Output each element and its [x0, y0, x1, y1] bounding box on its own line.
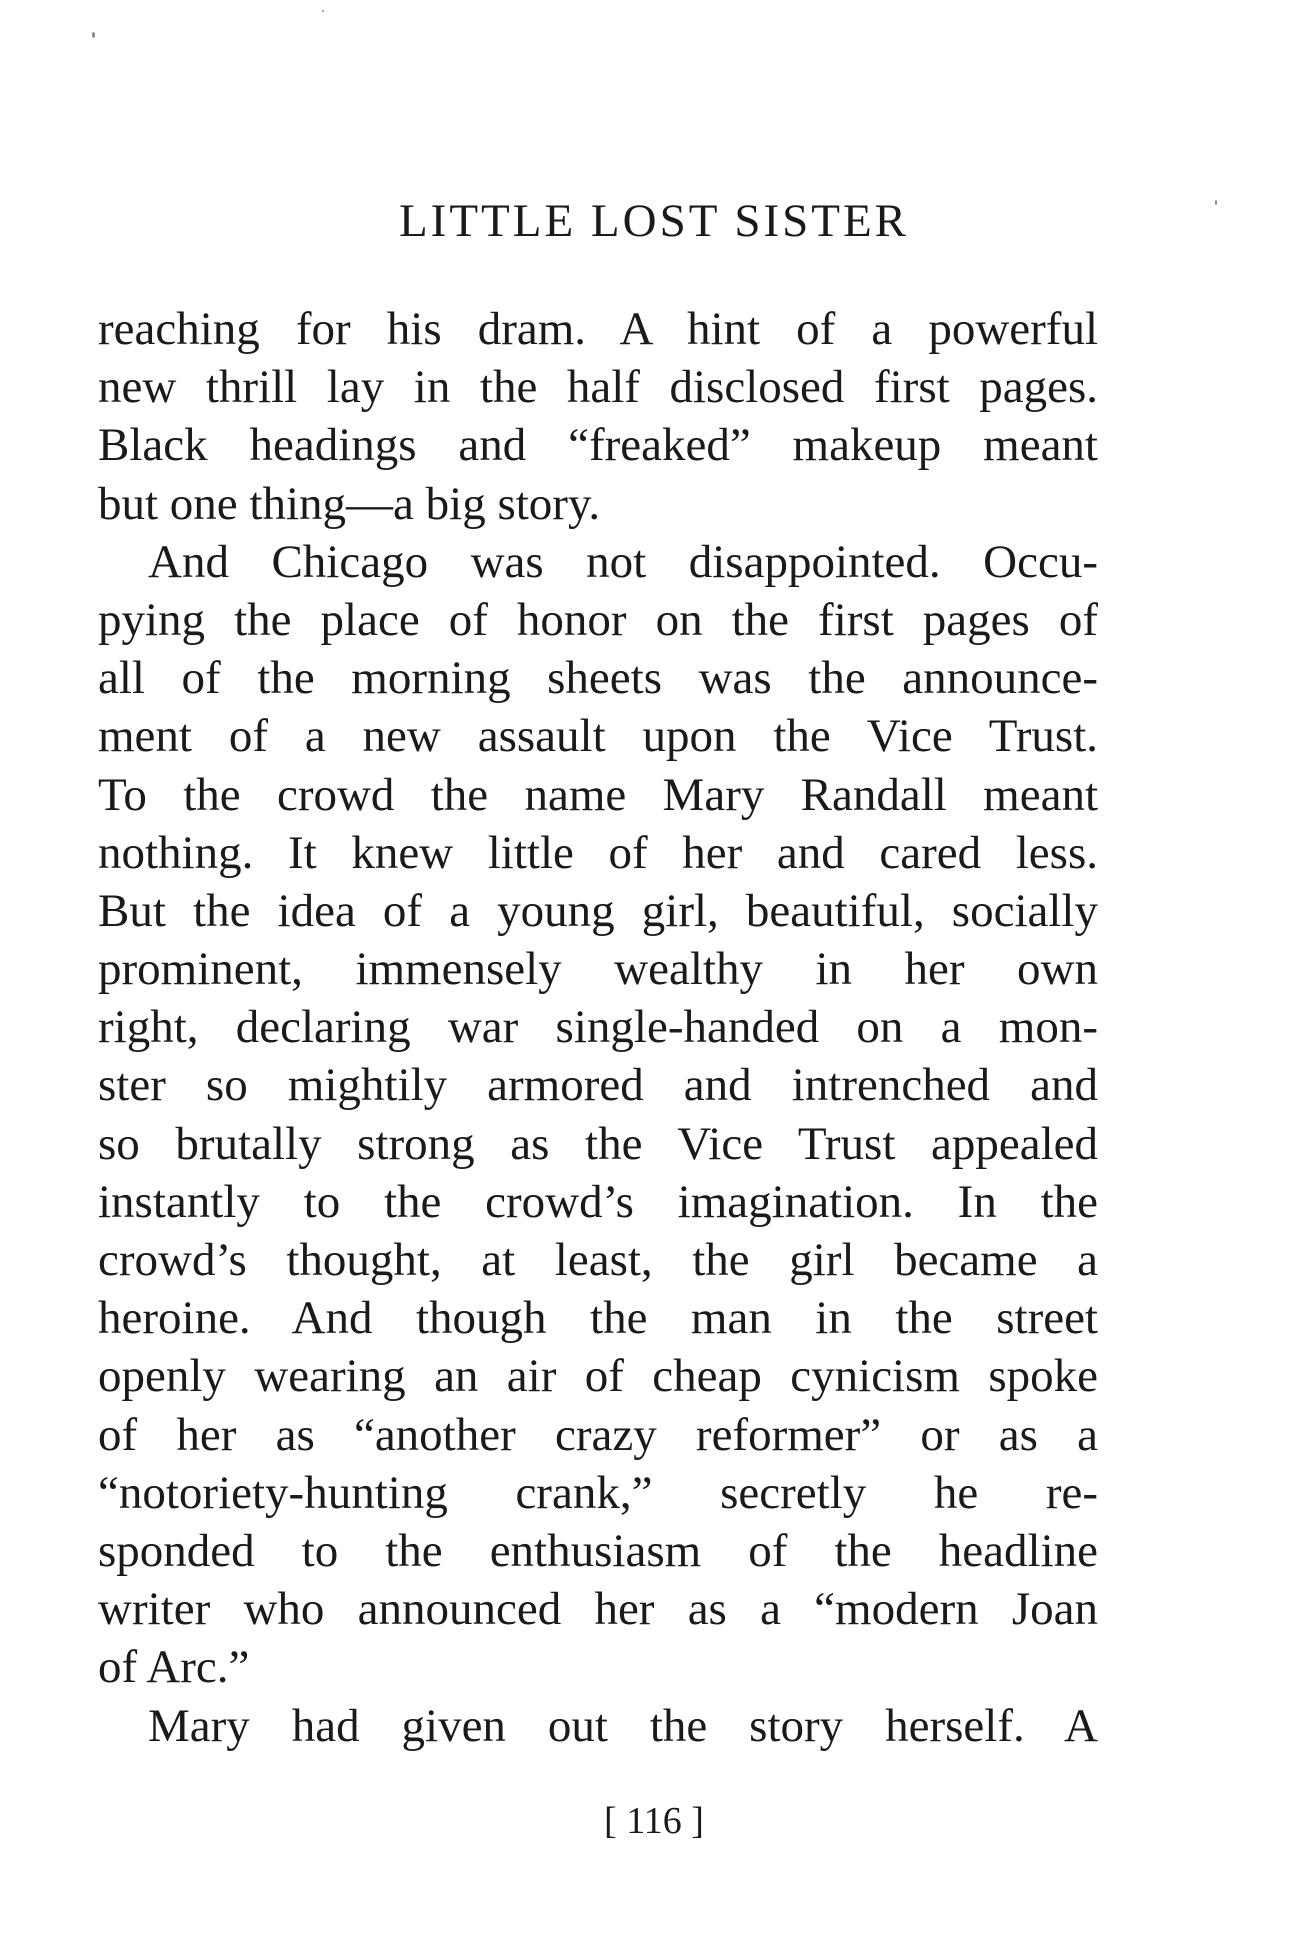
text-line: “notoriety-hunting crank,” secretly he re- — [98, 1466, 1098, 1519]
text-line: sponded to the enthusiasm of the headline — [98, 1524, 1098, 1577]
text-line: writer who announced her as a “modern Joan — [98, 1583, 1098, 1636]
text-line: But the idea of a young girl, beautiful, socially — [98, 884, 1098, 937]
text-line: all of the morning sheets was the announce- — [98, 652, 1098, 705]
text-line: pying the place of honor on the first pages of — [98, 593, 1098, 646]
paragraph-3 — [98, 1697, 1098, 1755]
scan-speck — [92, 32, 95, 38]
text-line: prominent, immensely wealthy in her own — [98, 943, 1098, 996]
text-line: of Arc.” — [98, 1641, 250, 1694]
paragraph-1 — [98, 300, 1098, 533]
text-line: but one thing—a big story. — [98, 477, 601, 530]
text-line: To the crowd the name Mary Randall meant — [98, 768, 1098, 821]
text-line: right, declaring war single-handed on a mon- — [98, 1001, 1098, 1054]
text-line: heroine. And though the man in the street — [98, 1292, 1098, 1345]
running-head: LITTLE LOST SISTER — [398, 195, 910, 247]
scan-speck — [1215, 200, 1217, 205]
text-line: so brutally strong as the Vice Trust appealed — [98, 1117, 1098, 1170]
text-line: ment of a new assault upon the Vice Trust. — [98, 710, 1098, 763]
text-line: reaching for his dram. A hint of a powerful — [98, 303, 1098, 355]
text-line: new thrill lay in the half disclosed first pages. — [98, 361, 1098, 414]
scan-speck — [322, 10, 324, 12]
page-number: [ 116 ] — [604, 1800, 704, 1842]
text-line: instantly to the crowd’s imagination. In the — [98, 1175, 1098, 1228]
text-line: Black headings and “freaked” makeup meant — [98, 419, 1098, 472]
text-line: of her as “another crazy reformer” or as a — [98, 1408, 1098, 1461]
text-line: crowd’s thought, at least, the girl became a — [98, 1234, 1098, 1286]
text-line: nothing. It knew little of her and cared less. — [98, 826, 1098, 879]
text-line: Mary had given out the story herself. A — [148, 1699, 1098, 1752]
text-line: ster so mightily armored and intrenched and — [98, 1059, 1098, 1112]
text-line: And Chicago was not disappointed. Occu- — [148, 535, 1098, 588]
paragraph-2 — [98, 533, 1098, 1697]
body-text — [98, 300, 1098, 1755]
text-line: openly wearing an air of cheap cynicism spoke — [98, 1350, 1098, 1403]
